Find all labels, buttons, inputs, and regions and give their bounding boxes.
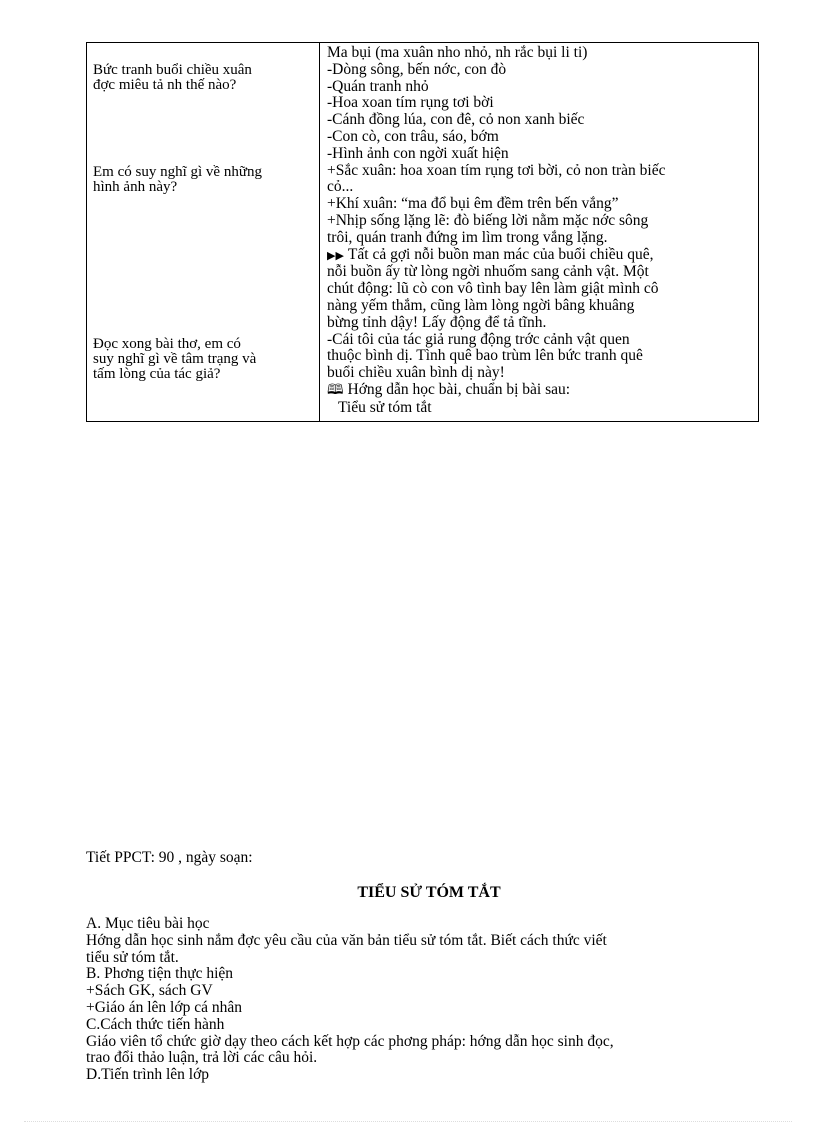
answer-line: 🕮 Hớng dẫn học bài, chuẩn bị bài sau:: [327, 380, 571, 398]
answer-line: chút động: lũ cò con vô tình bay lên làm giật mình cô: [327, 280, 659, 298]
lesson-header: Tiết PPCT: 90 , ngày soạn:: [86, 849, 253, 866]
answer-line: -Hoa xoan tím rụng tơi bời: [327, 94, 494, 112]
section-heading: A. Mục tiêu bài học: [86, 915, 210, 932]
section-heading: B. Phơng tiện thực hiện: [86, 965, 234, 983]
answer-line: thuộc bình dị. Tình quê bao trùm lên bức tranh quê: [327, 347, 643, 365]
answer-line: -Quán tranh nhỏ: [327, 77, 429, 95]
book-icon: 🕮: [327, 382, 344, 398]
answer-line: +Sắc xuân: hoa xoan tím rụng tơi bời, cỏ non tràn biếc: [327, 161, 666, 179]
page-bottom-rule: [24, 1121, 792, 1122]
section-heading: C.Cách thức tiến hành: [86, 1015, 225, 1033]
question-1: Bức tranh buổi chiều xuân đợc miêu tả nh thế nào?: [93, 62, 252, 93]
answer-line: -Con cò, con trâu, sáo, bớm: [327, 127, 499, 145]
answer-line: buổi chiều xuân bình dị này!: [327, 364, 505, 382]
lesson-body: [86, 916, 766, 1084]
answer-line: cỏ...: [327, 178, 354, 196]
lesson-title: TIỂU SỬ TÓM TẮT: [357, 884, 501, 901]
answer-line: +Khí xuân: “ma đổ bụi êm đềm trên bến vắng”: [327, 195, 619, 213]
answer-line: nỗi buồn ấy từ lòng ngời nhuốm sang cảnh vật. Một: [327, 263, 649, 281]
column-divider: [319, 43, 320, 421]
section-heading: D.Tiến trình lên lớp: [86, 1066, 210, 1084]
answer-line: -Hình ảnh con ngời xuất hiện: [327, 144, 509, 162]
answer-line: +Nhịp sống lặng lẽ: đò biếng lời nằm mặc nớc sông: [327, 211, 649, 229]
answer-line: trôi, quán tranh đứng im lìm trong vắng lặng.: [327, 228, 608, 246]
answer-line: -Dòng sông, bến nớc, con đò: [327, 60, 507, 78]
body-line: +Giáo án lên lớp cá nhân: [86, 998, 242, 1016]
body-line: Hớng dẫn học sinh nắm đợc yêu cầu của văn bản tiểu sử tóm tắt. Biết cách thức viết: [86, 931, 607, 949]
answer-line: bừng tỉnh dậy! Lấy động để tả tĩnh.: [327, 313, 547, 331]
answer-line: nàng yếm thắm, cũng làm lòng ngời bâng khuâng: [327, 296, 635, 314]
answer-column: [327, 45, 755, 417]
body-line: +Sách GK, sách GV: [86, 982, 213, 1000]
body-line: trao đổi thảo luận, trả lời các câu hỏi.: [86, 1049, 318, 1067]
double-arrow-icon: ▶▶: [327, 249, 344, 262]
answer-line: ▶▶ Tất cả gợi nỗi buồn man mác của buổi chiều quê,: [327, 245, 654, 263]
body-line: Giáo viên tổ chức giờ dạy theo cách kết hợp các phơng pháp: hớng dẫn học sinh đọc,: [86, 1032, 614, 1050]
answer-line: Ma bụi (ma xuân nho nhỏ, nh rắc bụi li ti): [327, 44, 588, 61]
lesson-table: [86, 42, 759, 422]
answer-line: -Cánh đồng lúa, con đê, cỏ non xanh biếc: [327, 111, 585, 129]
answer-line: -Cái tôi của tác giả rung động trớc cảnh vật quen: [327, 330, 630, 348]
body-line: tiểu sử tóm tắt.: [86, 948, 179, 966]
question-3: Đọc xong bài thơ, em có suy nghĩ gì về tâm trạng và tấm lòng của tác giả?: [93, 336, 257, 382]
question-2: Em có suy nghĩ gì về những hình ảnh này?: [93, 164, 262, 195]
answer-line: Tiểu sử tóm tắt: [338, 398, 432, 416]
